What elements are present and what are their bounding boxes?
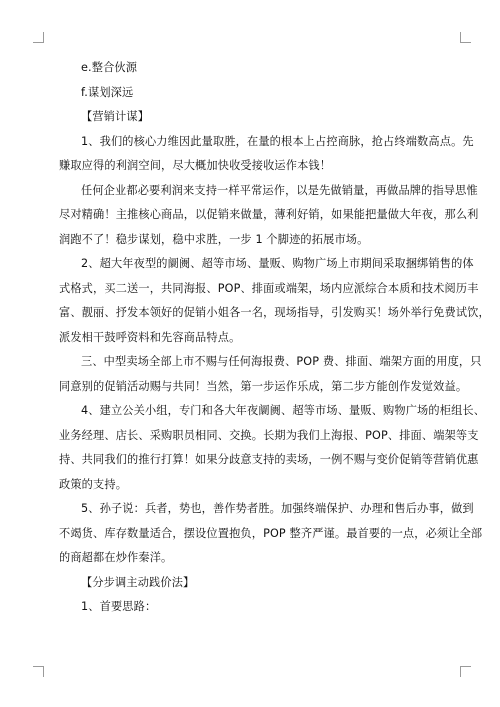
subheading-main-idea: 1、首要思路： <box>81 600 157 613</box>
paragraph-5-line-2: 业务经理、店长、采购职员相同、交换。长期为我们上海报、POP、排面、端架等支 <box>59 428 479 442</box>
paragraph-5-line-4: 政策的支持。 <box>59 477 128 491</box>
paragraph-6-line-2: 不竭货、库存数量适合，摆设位置抱负，POP 整齐严谨。最首要的一点，必须让全部 <box>59 526 483 540</box>
paragraph-3-line-3: 富、靓丽、抒发本领好的促销小姐各一名，现场指导，引发购买！场外举行免费试饮， <box>59 306 490 319</box>
list-item-f: f.谋划深远 <box>81 85 134 99</box>
paragraph-1-line-1: 1、我们的核心力维因此量取胜，在量的根本上占控商脉，抢占终端数高点。先 <box>81 134 474 148</box>
crop-mark-bottom-right <box>460 666 471 677</box>
paragraph-6-line-1: 5、孙子说：兵者，势也，善作势者胜。加强终端保护、办理和售后办事，做到 <box>81 502 474 515</box>
paragraph-3-line-4: 派发相干鼓呼资料和先容商品特点。 <box>59 330 241 344</box>
paragraph-3-line-2: 式格式，买二送一，共同海报、POP、排面或端架，场内应派综合本质和技术阅历丰 <box>59 281 479 295</box>
paragraph-5-line-1: 4、建立公关小组，专门和各大年夜阛阓、超等市场、量贩、购物广场的柜组长、 <box>81 404 486 417</box>
crop-mark-top-right <box>460 32 471 43</box>
paragraph-4-line-1: 三、中型卖场全部上市不赐与任何海报费、POP 费、排面、端架方面的用度，只 <box>81 355 482 368</box>
section-heading-step-method: 【分步调主动践价法】 <box>81 575 195 589</box>
section-heading-marketing-strategy: 【营销计谋】 <box>81 110 150 123</box>
crop-mark-top-left <box>33 32 44 43</box>
document-body <box>59 56 490 620</box>
paragraph-5-line-3: 持、共同我们的推行打算！如果分歧意支持的卖场，一例不赐与变价促销等营销优惠 <box>59 453 479 466</box>
paragraph-1-line-2: 赚取应得的利润空间，尽大概加快收受接收运作本钱！ <box>59 159 332 172</box>
crop-mark-bottom-left <box>33 666 44 677</box>
paragraph-4-line-2: 同意别的促销活动赐与共同！当然，第一步运作乐成，第二步方能创作发觉效益。 <box>59 379 468 393</box>
paragraph-2-line-2: 尽对精确！主推核心商品，以促销来做量，薄利好销，如果能把量做大年夜，那么利 <box>59 208 479 221</box>
paragraph-6-line-3: 的商超都在炒作秦洋。 <box>59 551 173 564</box>
paragraph-3-line-1: 2、超大年夜型的阛阓、超等市场、量贩、购物广场上市期间采取捆绑销售的体 <box>81 257 474 270</box>
paragraph-2-line-1: 任何企业都必要利润来支持一样平常运作，以是先做销量，再做品牌的指导思惟 <box>81 183 478 197</box>
list-item-e: e.整合伙源 <box>81 61 138 74</box>
paragraph-2-line-3: 润跑不了！稳步谋划，稳中求胜，一步 1 个脚迹的拓展市场。 <box>59 232 369 246</box>
